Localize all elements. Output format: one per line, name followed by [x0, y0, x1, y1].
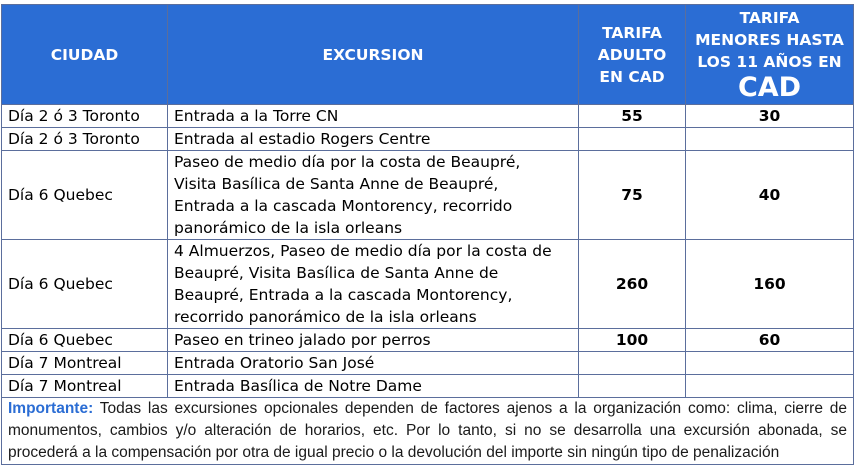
cell-excursion: Entrada al estadio Rogers Centre [168, 128, 579, 151]
header-adulto-line: ADULTO [597, 45, 667, 64]
cell-ciudad: Día 6 Quebec [2, 329, 168, 352]
cell-tarifa-adulto [579, 352, 686, 375]
cell-excursion: Entrada Basílica de Notre Dame [168, 375, 579, 398]
cell-tarifa-menores [686, 128, 854, 151]
cell-tarifa-menores: 60 [686, 329, 854, 352]
excursion-line: recorrido panorámico de la isla orleans [174, 308, 477, 326]
header-menores-line: MENORES HASTA [695, 30, 844, 49]
excursion-line: Entrada a la cascada Montorency, recorrido [174, 197, 513, 215]
cell-excursion [168, 151, 579, 240]
header-menores-line: TARIFA [739, 8, 800, 27]
excursion-line: panorámico de la isla orleans [174, 219, 403, 237]
nota-text: Todas las excursiones opcionales dependen de factores ajenos a la organización como: clima, cierre de monumentos, cambios y/o alteración de horarios, etc. Por lo tanto, si no se desarrolla una excursión abonada, se procederá a la compensación por otra de igual precio o la devolución del importe sin ningún tipo de penalización [8, 400, 847, 461]
cell-tarifa-adulto [579, 128, 686, 151]
header-adulto-line: EN CAD [599, 67, 665, 86]
table-row [2, 151, 854, 240]
cell-tarifa-adulto: 100 [579, 329, 686, 352]
cell-tarifa-adulto: 55 [579, 105, 686, 128]
tarifas-table [1, 4, 854, 465]
header-row [2, 5, 854, 105]
header-ciudad: CIUDAD [2, 5, 168, 105]
cell-excursion: Paseo en trineo jalado por perros [168, 329, 579, 352]
excursion-line: 4 Almuerzos, Paseo de medio día por la costa de [174, 242, 552, 260]
header-menores-cad: CAD [737, 71, 802, 103]
cell-ciudad: Día 2 ó 3 Toronto [2, 128, 168, 151]
table-row [2, 128, 854, 151]
cell-excursion [168, 240, 579, 329]
cell-tarifa-menores: 160 [686, 240, 854, 329]
table-row [2, 375, 854, 398]
header-tarifa-menores [686, 5, 854, 105]
header-adulto-line: TARIFA [602, 23, 662, 42]
cell-tarifa-adulto [579, 375, 686, 398]
excursion-line: Beaupré, Entrada a la cascada Montorency, [174, 286, 513, 304]
nota-row [2, 398, 854, 465]
cell-tarifa-menores [686, 375, 854, 398]
cell-tarifa-menores: 40 [686, 151, 854, 240]
table-row [2, 240, 854, 329]
nota-importante [2, 398, 854, 465]
header-menores-line: LOS 11 AÑOS EN [697, 52, 842, 71]
cell-ciudad: Día 7 Montreal [2, 375, 168, 398]
table-row [2, 105, 854, 128]
cell-excursion: Entrada Oratorio San José [168, 352, 579, 375]
cell-tarifa-adulto: 75 [579, 151, 686, 240]
excursion-line: Beaupré, Visita Basílica de Santa Anne de [174, 264, 499, 282]
header-excursion: EXCURSION [168, 5, 579, 105]
nota-label: Importante: [8, 400, 94, 417]
cell-ciudad: Día 7 Montreal [2, 352, 168, 375]
cell-tarifa-adulto: 260 [579, 240, 686, 329]
cell-tarifa-menores [686, 352, 854, 375]
header-tarifa-adulto [579, 5, 686, 105]
cell-excursion: Entrada a la Torre CN [168, 105, 579, 128]
excursion-line: Paseo de medio día por la costa de Beaupré, [174, 153, 521, 171]
table-row [2, 329, 854, 352]
cell-tarifa-menores: 30 [686, 105, 854, 128]
table-row [2, 352, 854, 375]
cell-ciudad: Día 2 ó 3 Toronto [2, 105, 168, 128]
excursion-line: Visita Basílica de Santa Anne de Beaupré, [174, 175, 499, 193]
cell-ciudad: Día 6 Quebec [2, 151, 168, 240]
cell-ciudad: Día 6 Quebec [2, 240, 168, 329]
